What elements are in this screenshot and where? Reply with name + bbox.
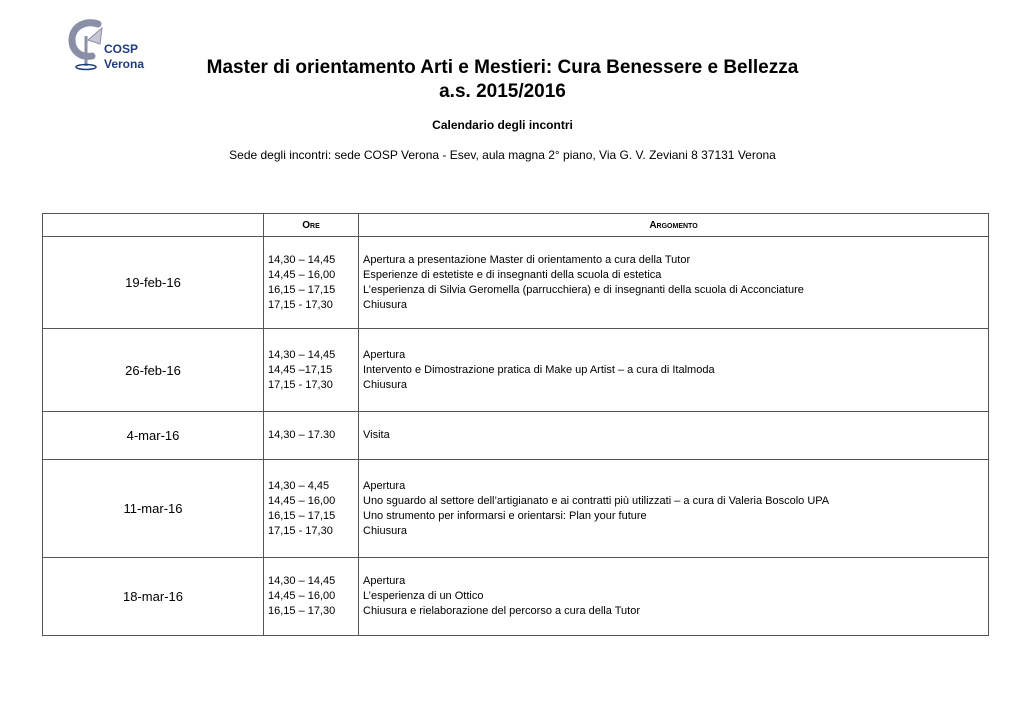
time-slot: 14,45 –17,15 xyxy=(268,363,333,376)
table-row xyxy=(43,412,989,460)
topic-item: Esperienze di estetiste e di insegnanti della scuola di estetica xyxy=(363,268,662,281)
schedule-table xyxy=(42,213,989,636)
time-slot: 17,15 - 17,30 xyxy=(268,378,333,391)
topic-item: Apertura xyxy=(363,348,406,361)
header-topic: Argomento xyxy=(359,214,989,237)
row-topics xyxy=(359,460,989,558)
time-slot: 14,45 – 16,00 xyxy=(268,494,336,507)
row-topics xyxy=(359,412,989,460)
table-row xyxy=(43,460,989,558)
row-date: 11-mar-16 xyxy=(43,460,264,558)
time-slot: 14,45 – 16,00 xyxy=(268,590,336,602)
table-row xyxy=(43,237,989,329)
topic-item: Apertura xyxy=(363,575,406,587)
time-slot: 14,30 – 14,45 xyxy=(268,348,336,361)
row-topics xyxy=(359,558,989,636)
time-slot: 16,15 – 17,15 xyxy=(268,509,336,522)
time-slot: 16,15 – 17,30 xyxy=(268,605,336,617)
table-row xyxy=(43,558,989,636)
table-row xyxy=(43,329,989,412)
row-times xyxy=(264,460,359,558)
row-topics xyxy=(359,237,989,329)
time-slot: 14,30 – 4,45 xyxy=(268,479,330,492)
topic-item: L’esperienza di Silvia Geromella (parrucchiera) e di insegnanti della scuola di Acconciature xyxy=(363,283,804,296)
table-header-row xyxy=(43,214,989,237)
header-date xyxy=(43,214,264,237)
venue-info: Sede degli incontri: sede COSP Verona - Esev, aula magna 2° piano, Via G. V. Zeviani 8 37131 Verona xyxy=(229,148,776,162)
topic-item: Apertura a presentazione Master di orientamento a cura della Tutor xyxy=(363,253,691,266)
calendar-subtitle: Calendario degli incontri xyxy=(432,118,573,132)
time-slot: 16,15 – 17,15 xyxy=(268,283,336,296)
topic-item: Chiusura xyxy=(363,298,408,311)
topic-item: Uno sguardo al settore dell’artigianato e ai contratti più utilizzati – a cura di Valeria Boscolo UPA xyxy=(363,494,830,507)
topic-item: Apertura xyxy=(363,479,406,492)
row-times xyxy=(264,237,359,329)
topic-item: L’esperienza di un Ottico xyxy=(363,590,484,602)
topic-item: Visita xyxy=(363,429,390,441)
logo-line-1: COSP xyxy=(104,42,139,56)
row-date: 4-mar-16 xyxy=(43,412,264,460)
time-slot: 17,15 - 17,30 xyxy=(268,524,333,537)
row-topics xyxy=(359,329,989,412)
row-date: 18-mar-16 xyxy=(43,558,264,636)
topic-item: Intervento e Dimostrazione pratica di Make up Artist – a cura di Italmoda xyxy=(363,363,715,376)
school-year: a.s. 2015/2016 xyxy=(439,81,566,102)
header-time: Ore xyxy=(264,214,359,237)
page-title: Master di orientamento Arti e Mestieri: Cura Benessere e Bellezza xyxy=(206,57,799,78)
time-slot: 17,15 - 17,30 xyxy=(268,298,333,311)
topic-item: Uno strumento per informarsi e orientarsi: Plan your future xyxy=(363,509,647,522)
time-slot: 14,30 – 14,45 xyxy=(268,253,336,266)
time-slot: 14,30 – 14,45 xyxy=(268,575,336,587)
row-times xyxy=(264,558,359,636)
time-slot: 14,30 – 17.30 xyxy=(268,429,336,441)
row-times xyxy=(264,329,359,412)
topic-item: Chiusura xyxy=(363,378,408,391)
time-slot: 14,45 – 16,00 xyxy=(268,268,336,281)
row-date: 19-feb-16 xyxy=(43,237,264,329)
topic-item: Chiusura xyxy=(363,524,408,537)
row-date: 26-feb-16 xyxy=(43,329,264,412)
topic-item: Chiusura e rielaborazione del percorso a cura della Tutor xyxy=(363,605,640,617)
logo-line-2: Verona xyxy=(104,57,145,71)
row-times xyxy=(264,412,359,460)
